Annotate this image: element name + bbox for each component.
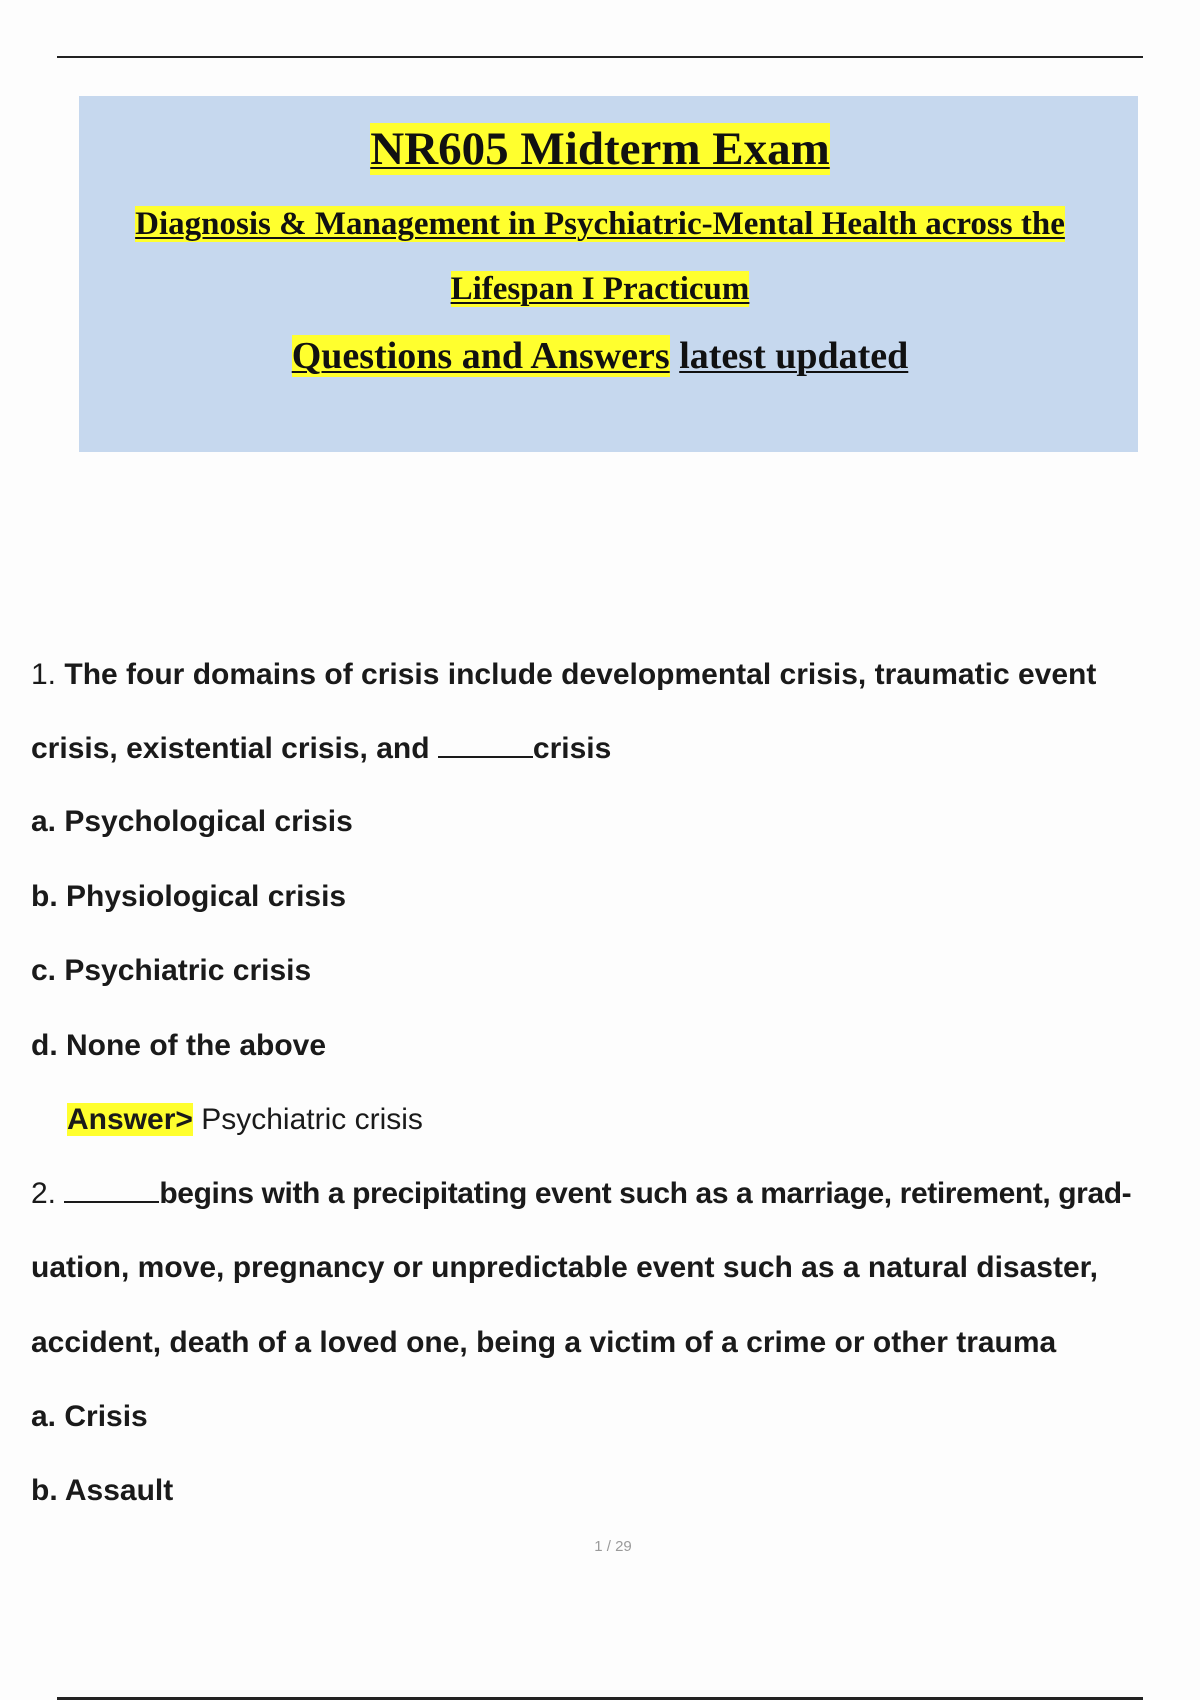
answer-label: Answer> <box>67 1103 193 1136</box>
subtitle-plain: latest updated <box>679 335 909 377</box>
question-1-answer <box>67 1100 423 1140</box>
question-1-option-d: d. None of the above <box>31 1029 327 1062</box>
question-2-line-3: accident, death of a loved one, being a victim of a crime or other trauma <box>31 1326 1057 1359</box>
subtitle <box>0 331 1200 381</box>
question-1-line-2: crisis, existential crisis, and crisis <box>31 732 612 765</box>
question-1-option-a: a. Psychological crisis <box>31 805 353 838</box>
subtitle-highlighted: Questions and Answers <box>291 335 670 377</box>
course-title-line-2: Lifespan I Practicum <box>450 271 750 307</box>
top-rule <box>57 56 1143 58</box>
question-1-option-b: b. Physiological crisis <box>31 880 347 913</box>
question-2-line-1: 2. begins with a precipitating event such as a marriage, retirement, grad- <box>31 1177 1132 1210</box>
answer-blank <box>64 1177 159 1203</box>
question-1-line-1: 1. The four domains of crisis include developmental crisis, traumatic event <box>31 658 1097 691</box>
question-2-option-b: b. Assault <box>31 1474 174 1507</box>
course-title-line-1: Diagnosis & Management in Psychiatric-Mental Health across the <box>135 206 1065 242</box>
question-1-option-c: c. Psychiatric crisis <box>31 954 312 987</box>
page-indicator: 1 / 29 <box>594 1538 632 1555</box>
question-2-option-a: a. Crisis <box>31 1400 148 1433</box>
answer-blank <box>438 732 533 758</box>
question-2-line-2: uation, move, pregnancy or unpredictable event such as a natural disaster, <box>31 1251 1098 1284</box>
question-2-number: 2. <box>31 1177 57 1210</box>
exam-title: NR605 Midterm Exam <box>370 123 830 175</box>
question-1-number: 1. <box>31 658 57 691</box>
answer-value: Psychiatric crisis <box>201 1103 423 1136</box>
